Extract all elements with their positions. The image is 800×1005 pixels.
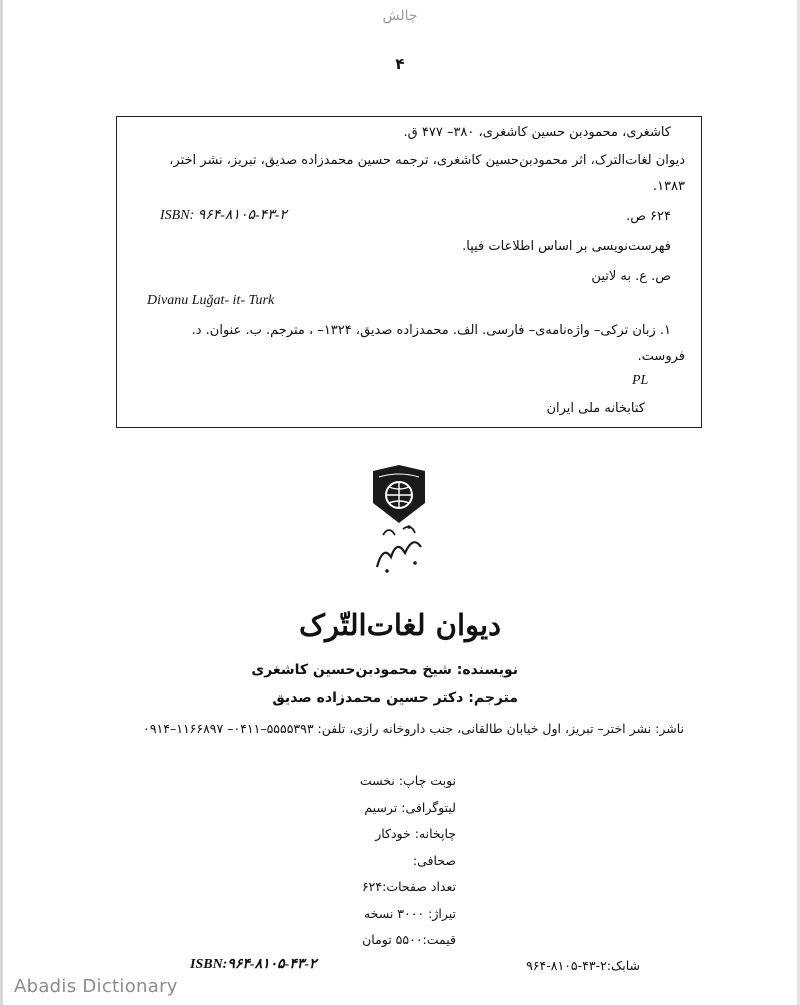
print-detail: لیتوگرافی: ترسیم — [364, 800, 456, 815]
catalog-line: ۱۳۸۳. — [652, 179, 685, 194]
print-detail: قیمت:۵۵۰۰ تومان — [362, 932, 456, 947]
page-header: چالش — [382, 8, 418, 24]
book-author: نویسنده: شیخ محمودبن‌حسین کاشغری — [251, 662, 518, 678]
catalog-box — [116, 116, 702, 428]
print-detail: چاپخانه: خودکار — [375, 826, 456, 841]
print-detail: تعداد صفحات:۶۲۴ — [361, 879, 456, 894]
watermark: Abadis Dictionary — [14, 976, 178, 997]
isbn-number: ISBN:۹۶۴-۸۱۰۵-۴۳-۲ — [190, 957, 317, 972]
print-detail: تیراژ: ۳۰۰۰ نسخه — [363, 906, 456, 921]
print-detail: نوبت چاپ: نخست — [359, 773, 456, 788]
catalog-line: کتابخانه ملی ایران — [546, 401, 645, 416]
catalog-line: ۱. زبان ترکی– واژه‌نامه‌ی– فارسی. الف. محمدزاده صدیق، ۱۳۲۴– ، مترجم. ب. عنوان. د. — [191, 323, 671, 338]
catalog-line: ۶۲۴ ص. — [626, 209, 671, 224]
page-number: ۴ — [395, 55, 405, 73]
catalog-pl: PL — [632, 373, 649, 388]
catalog-line: کاشغری، محمودبن حسین کاشغری، ۳۸۰– ۴۷۷ ق. — [403, 125, 671, 140]
publisher-info: ناشر: نشر اختر– تبریز، اول خیابان طالقانی، جنب داروخانه رازی، تلفن: ۵۵۵۵۳۹۳–۰۴۱۱– ۱۱۶۶۸۹۷–۰۹۱۴ — [143, 721, 684, 736]
catalog-line: دیوان لغات‌الترک، اثر محمودبن‌حسین کاشغری، ترجمه حسین محمدزاده صدیق، تبریز، نشر اختر، — [169, 153, 685, 168]
book-title: دیوان لغات‌التّرک — [299, 608, 501, 642]
catalog-isbn: ISBN: ۹۶۴-۸۱۰۵-۴۳-۲ — [160, 208, 287, 223]
shabak-number: شابک:۲-۴۳-۸۱۰۵-۹۶۴ — [526, 958, 640, 973]
catalog-line: فهرست‌نویسی بر اساس اطلاعات فیپا. — [462, 239, 671, 254]
print-detail: صحافی: — [412, 853, 456, 868]
book-translator: مترجم: دکتر حسین محمدزاده صدیق — [272, 690, 518, 706]
publisher-logo — [369, 465, 429, 575]
catalog-line: ص. ع. به لاتین — [591, 269, 671, 284]
catalog-latin-title: Divanu Luğat- it- Turk — [147, 293, 275, 308]
page-edge-left — [0, 0, 3, 1005]
catalog-line: فروست. — [637, 349, 685, 364]
